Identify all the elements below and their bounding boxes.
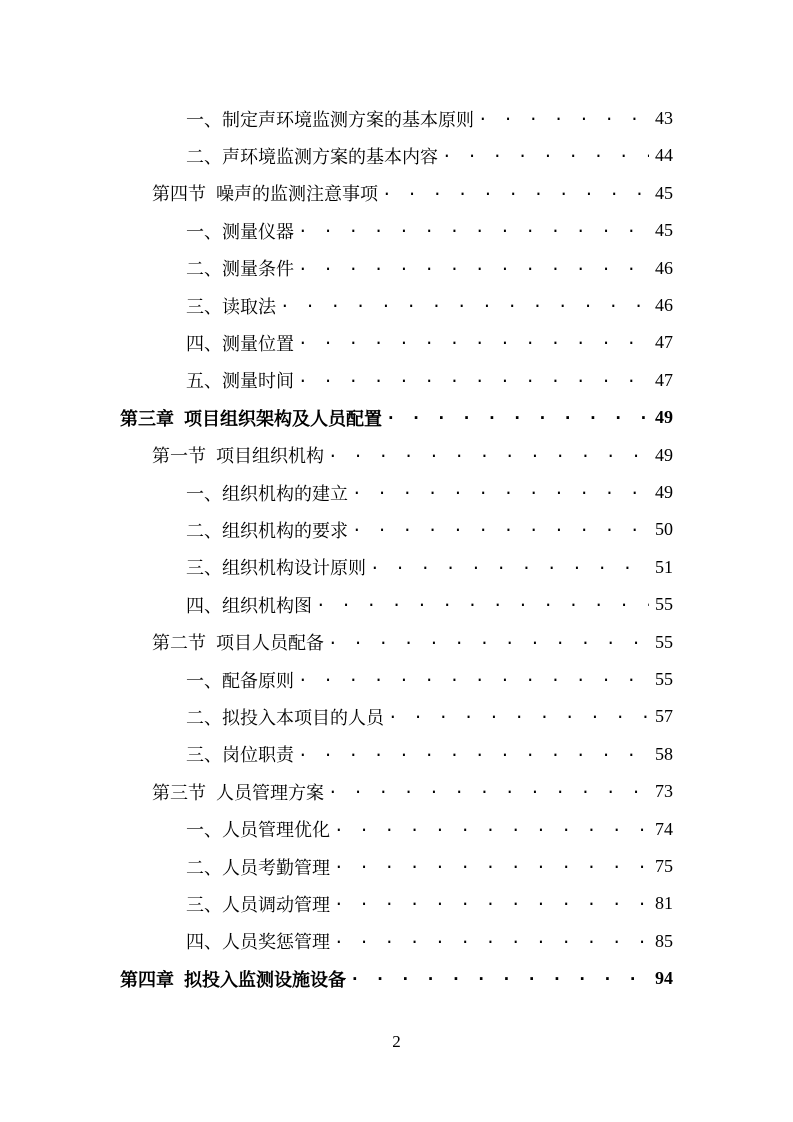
- toc-entry-number: 二、: [186, 707, 222, 729]
- toc-entry-leader-dots: [474, 105, 649, 124]
- toc-entry-page-number: 58: [655, 743, 673, 764]
- toc-entry-page-number: 74: [655, 818, 673, 839]
- toc-entry-title: 项目组织架构及人员配置: [184, 408, 382, 430]
- toc-entry-title: 岗位职责: [222, 745, 294, 767]
- toc-entry-number: 第四章: [120, 969, 174, 991]
- toc-subsection-entry: [186, 511, 673, 548]
- toc-subsection-entry: [186, 811, 673, 848]
- toc-entry-number: 第四节: [152, 184, 206, 206]
- toc-subsection-entry: [186, 474, 673, 511]
- toc-entry-title: 声环境监测方案的基本内容: [222, 146, 438, 168]
- toc-subsection-entry: [186, 586, 673, 623]
- toc-entry-page-number: 44: [655, 145, 673, 166]
- toc-entry-leader-dots: [366, 554, 649, 573]
- toc-entry-page-number: 55: [655, 631, 673, 652]
- toc-entry-number: 四、: [186, 595, 222, 617]
- toc-entry-page-number: 55: [655, 594, 673, 615]
- toc-entry-title: 项目人员配备: [216, 633, 324, 655]
- toc-entry-number: 三、: [186, 296, 222, 318]
- toc-entry-title: 拟投入本项目的人员: [222, 707, 384, 729]
- toc-subsection-entry: [186, 362, 673, 399]
- toc-entry-number: 五、: [186, 371, 222, 393]
- toc-section-entry: [152, 624, 673, 661]
- toc-entry-leader-dots: [330, 816, 649, 835]
- toc-entry-number: 二、: [186, 857, 222, 879]
- toc-section-entry: [152, 773, 673, 810]
- toc-entry-page-number: 51: [655, 556, 673, 577]
- toc-entry-page-number: 49: [655, 407, 673, 428]
- toc-subsection-entry: [186, 324, 673, 361]
- toc-section-entry: [152, 437, 673, 474]
- toc-entry-number: 一、: [186, 221, 222, 243]
- toc-entry-number: 四、: [186, 333, 222, 355]
- toc-entry-title: 测量仪器: [222, 221, 294, 243]
- toc-entry-number: 二、: [186, 520, 222, 542]
- toc-entry-page-number: 46: [655, 257, 673, 278]
- toc-entry-page-number: 49: [655, 482, 673, 502]
- toc-subsection-entry: [186, 212, 673, 249]
- toc-subsection-entry: [186, 923, 673, 960]
- toc-entry-title: 人员管理优化: [222, 820, 330, 842]
- toc-entry-number: 第一节: [152, 446, 206, 468]
- toc-entry-leader-dots: [294, 217, 649, 236]
- toc-entry-leader-dots: [294, 666, 649, 685]
- toc-entry-page-number: 73: [655, 781, 673, 802]
- toc-entry-number: 二、: [186, 259, 222, 281]
- toc-entry-leader-dots: [348, 516, 649, 535]
- toc-entry-leader-dots: [324, 442, 649, 461]
- toc-subsection-entry: [186, 661, 673, 698]
- toc-entry-title: 人员奖惩管理: [222, 932, 330, 954]
- toc-entry-page-number: 50: [655, 519, 673, 540]
- toc-subsection-entry: [186, 250, 673, 287]
- toc-subsection-entry: [186, 549, 673, 586]
- toc-entry-leader-dots: [382, 404, 649, 423]
- toc-entry-title: 人员调动管理: [222, 894, 330, 916]
- toc-entry-title: 测量时间: [222, 371, 294, 393]
- toc-entry-leader-dots: [276, 292, 649, 311]
- toc-entry-number: 三、: [186, 894, 222, 916]
- toc-entry-title: 制定声环境监测方案的基本原则: [222, 109, 474, 131]
- toc-entry-page-number: 45: [655, 182, 673, 203]
- toc-entry-leader-dots: [324, 778, 649, 797]
- toc-subsection-entry: [186, 848, 673, 885]
- toc-entry-leader-dots: [294, 367, 649, 386]
- toc-entry-page-number: 57: [655, 706, 673, 727]
- toc-entry-title: 组织机构的要求: [222, 520, 348, 542]
- toc-entry-title: 测量位置: [222, 333, 294, 355]
- toc-entry-leader-dots: [294, 255, 649, 274]
- toc-entry-leader-dots: [438, 142, 649, 161]
- toc-entry-page-number: 49: [655, 444, 673, 465]
- toc-entry-page-number: 43: [655, 108, 673, 128]
- toc-entry-title: 噪声的监测注意事项: [216, 184, 378, 206]
- toc-subsection-entry: [186, 736, 673, 773]
- toc-chapter-entry: [120, 399, 673, 436]
- toc-entry-number: 第三章: [120, 408, 174, 430]
- toc-entry-leader-dots: [294, 741, 649, 760]
- page-footer-number: 2: [392, 1032, 401, 1051]
- toc-entry-number: 一、: [186, 670, 222, 692]
- toc-entry-number: 一、: [186, 820, 222, 842]
- toc-entry-leader-dots: [330, 890, 649, 909]
- toc-entry-page-number: 85: [655, 930, 673, 951]
- toc-entry-title: 配备原则: [222, 670, 294, 692]
- toc-entry-page-number: 47: [655, 332, 673, 353]
- toc-entry-number: 四、: [186, 932, 222, 954]
- toc-entry-leader-dots: [294, 329, 649, 348]
- toc-entry-leader-dots: [384, 703, 649, 722]
- toc-entry-number: 一、: [186, 109, 222, 131]
- toc-entry-leader-dots: [348, 479, 649, 498]
- toc-subsection-entry: [186, 698, 673, 735]
- toc-entry-leader-dots: [346, 965, 649, 984]
- toc-entry-page-number: 75: [655, 856, 673, 876]
- toc-entry-number: 三、: [186, 745, 222, 767]
- toc-subsection-entry: [186, 287, 673, 324]
- toc-entry-leader-dots: [312, 591, 649, 610]
- toc-section-entry: [152, 175, 673, 212]
- toc-entry-title: 组织机构设计原则: [222, 558, 366, 580]
- toc-entry-page-number: 45: [655, 220, 673, 241]
- toc-chapter-entry: [120, 960, 673, 997]
- toc-entry-number: 第三节: [152, 782, 206, 804]
- toc-subsection-entry: [186, 137, 673, 174]
- toc-entry-title: 测量条件: [222, 259, 294, 281]
- toc-entry-title: 人员考勤管理: [222, 857, 330, 879]
- toc-subsection-entry: [186, 885, 673, 922]
- toc-entry-page-number: 55: [655, 669, 673, 689]
- toc-entry-page-number: 81: [655, 893, 673, 914]
- toc-entry-number: 三、: [186, 558, 222, 580]
- toc-entry-title: 组织机构图: [222, 595, 312, 617]
- toc-entry-leader-dots: [330, 853, 649, 872]
- toc-entry-title: 项目组织机构: [216, 446, 324, 468]
- toc-entry-page-number: 47: [655, 369, 673, 390]
- toc-entry-number: 第二节: [152, 633, 206, 655]
- toc-entry-page-number: 94: [655, 968, 673, 989]
- toc-entry-leader-dots: [324, 629, 649, 648]
- toc-entry-number: 一、: [186, 483, 222, 505]
- toc-entry-title: 组织机构的建立: [222, 483, 348, 505]
- toc-entry-title: 读取法: [222, 296, 276, 318]
- toc-entry-page-number: 46: [655, 295, 673, 315]
- toc-entry-title: 拟投入监测设施设备: [184, 969, 346, 991]
- toc-entry-title: 人员管理方案: [216, 782, 324, 804]
- toc-subsection-entry: [186, 100, 673, 137]
- toc-entry-leader-dots: [378, 180, 649, 199]
- toc-entry-number: 二、: [186, 146, 222, 168]
- toc-entry-leader-dots: [330, 928, 649, 947]
